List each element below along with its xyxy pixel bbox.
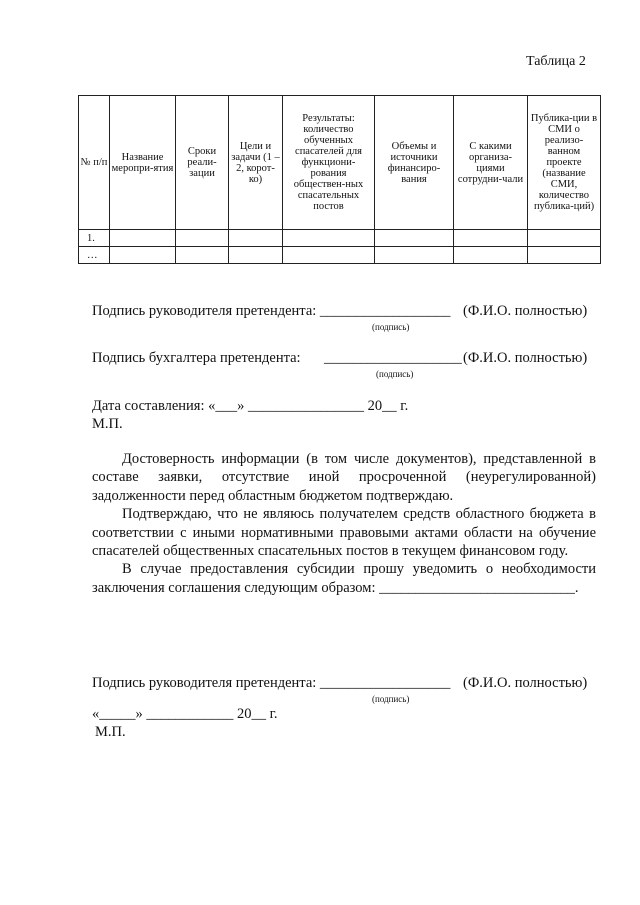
table-cell: [283, 230, 375, 247]
stamp-label: М.П.: [92, 416, 123, 432]
accountant-signature-label: Подпись бухгалтера претендента:: [92, 350, 301, 366]
header-event-name: Название меропри-ятия: [110, 96, 176, 230]
accountant-signature-blank: ___________________: [324, 350, 462, 366]
table-cell: [229, 247, 283, 264]
table-cell: [176, 230, 229, 247]
table-cell: [229, 230, 283, 247]
table-cell: [110, 230, 176, 247]
header-partners: С какими организа-циями сотрудни-чали: [454, 96, 528, 230]
final-date-line: «_____» ____________ 20__ г.: [92, 706, 278, 722]
project-table: [78, 95, 601, 264]
final-signature-line: [92, 675, 450, 692]
accountant-signature-caption: (подпись): [376, 369, 414, 379]
header-results: Результаты: количество обученных спасателей для функциони-рования обществен-ных спасательных постов: [283, 96, 375, 230]
header-publications: Публика-ции в СМИ о реализо-ванном проекте (название СМИ, количество публика-ций): [528, 96, 601, 230]
header-goals: Цели и задачи (1 – 2, корот-ко): [229, 96, 283, 230]
table-cell: [454, 247, 528, 264]
head-signature-line: [92, 303, 450, 320]
table-caption: Таблица 2: [526, 54, 586, 69]
declaration-text: [92, 450, 596, 597]
table-header-row: [79, 96, 601, 230]
table-cell: [528, 230, 601, 247]
final-signature-caption: (подпись): [372, 694, 410, 704]
paragraph-confirmation: Подтверждаю, что не являюсь получателем средств областного бюджета в соответствии с иными нормативными правовыми актами области на обучение спасателей общественных спасательных постов в текущем финансовом году.: [92, 506, 596, 560]
head-signature-caption: (подпись): [372, 322, 410, 332]
table-cell: [454, 230, 528, 247]
table-cell: [283, 247, 375, 264]
table-cell: [375, 247, 454, 264]
header-funding: Объемы и источники финансиро-вания: [375, 96, 454, 230]
table-row: [79, 230, 601, 247]
header-dates: Сроки реали-зации: [176, 96, 229, 230]
date-line: Дата составления: «___» ________________ 20__ г.: [92, 398, 409, 414]
table-cell: …: [79, 247, 110, 264]
head-signature-fio: (Ф.И.О. полностью): [463, 303, 588, 319]
head-signature-blank-2: ______: [406, 303, 451, 319]
table-cell: [110, 247, 176, 264]
paragraph-reliability: Достоверность информации (в том числе документов), представленной в составе заявки, отсутствие иной просроченной (неурегулированной) задолженности перед областным бюджетом подтверждаю.: [92, 451, 596, 504]
table-cell: 1.: [79, 230, 110, 247]
final-signature-fio: (Ф.И.О. полностью): [463, 675, 588, 691]
head-signature-label: Подпись руководителя претендента:: [92, 303, 320, 319]
table-cell: [375, 230, 454, 247]
final-stamp-label: М.П.: [95, 724, 126, 740]
final-signature-label: Подпись руководителя претендента:: [92, 675, 320, 691]
table-row: [79, 247, 601, 264]
table-cell: [528, 247, 601, 264]
final-signature-blank: __________________: [319, 675, 451, 691]
accountant-signature-fio: (Ф.И.О. полностью): [463, 350, 588, 366]
head-signature-blank: ____________: [319, 303, 407, 319]
header-number: № п/п: [79, 96, 110, 230]
paragraph-notification: В случае предоставления субсидии прошу уведомить о необходимости заключения соглашения следующим образом: ___________________________.: [92, 561, 596, 596]
table-cell: [176, 247, 229, 264]
